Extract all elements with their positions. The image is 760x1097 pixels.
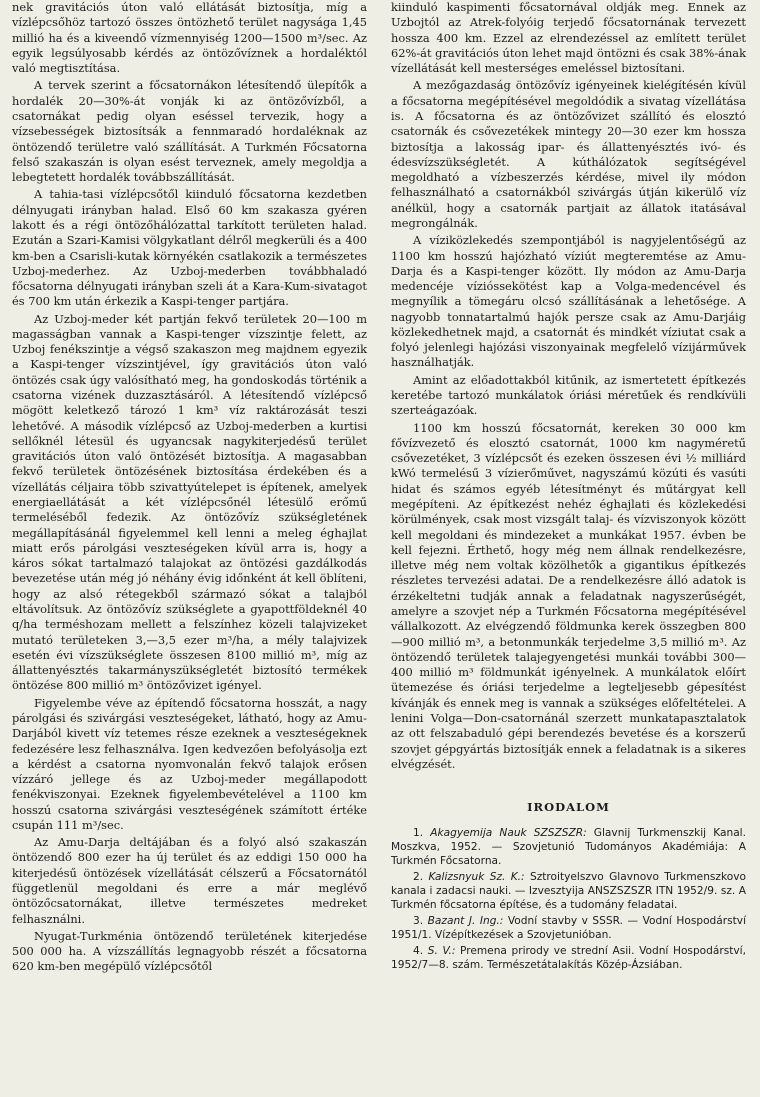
paragraph: Amint az előadottakból kitűnik, az ismertetett építkezés keretébe tartozó munkálatok óriási méretűek és rendkívüli szerteágazóak. [391,372,746,418]
reference-author: S. V.: [427,945,456,958]
reference-text: Premena prirody ve strední Asii. Vodní Hospodárství, 1952/7—8. szám. Természetátalakítás Közép-Ázsiában. [391,945,746,972]
left-column [12,0,367,1097]
reference-number: 3. [413,915,424,928]
reference-item [391,945,746,973]
reference-author: Akagyemija Nauk SZSZSZR: [430,827,587,840]
paragraph: Az Amu-Darja deltájában és a folyó alsó szakaszán öntözendő 800 ezer ha új terület és az eddigi 150 000 ha kiterjedésű öntözések vízellátását célszerű a Főcsatornától függetlenül megoldani és erre a már meglévő öntözőcsatornákat, illetve természetes medreket felhasználni. [12,835,367,926]
paragraph: Nyugat-Turkménia öntözendő területének kiterjedése 500 000 ha. A vízszállítás legnagyobb részét a főcsatorna 620 km-ben megépülő vízlépcsőtől [12,928,367,974]
paragraph: Az Uzboj-meder két partján fekvő területek 20—100 m magasságban vannak a Kaspi-tenger vízszintje felett, az Uzboj fenékszintje a végső szakaszon meg majdnem egyezik a Kaspi-tenger vízszintjével, így gravitációs úton való öntözés csak úgy valósítható meg, ha gondoskodás történik a csatorna vizének duzzasztásáról. A létesítendő vízlépcső mögött keletkező tározó 1 km³ víz raktározását teszi lehetővé. A második vízlépcső az Uzboj-mederben a kurtisi sellőknél létesül és ugyancsak nagykiterjedésű terület gravitációs úton való öntözését biztosítja. A magasabban fekvő területek öntözésének biztosítása érdekében és a vízellátás céljaira több szivattyútelepet is építenek, amelyek energiaellátását a két vízlépcsőnél létesülő erőmű termeléséből fedezik. Az öntözővíz szükségletének megállapításánál figyelemmel kell lenni a meleg éghajlat miatt erős párolgási veszteségeken kívül arra is, hogy a káros sókat tartalmazó talajokat az öntözési gazdálkodás bevezetése után még jó néhány évig időnként át kell öblíteni, hogy az alsó rétegekből származó sókat a talajból eltávolítsuk. Az öntözővíz szükséglete a gyapottföldeknél 40 q/ha terméshozam mellett a felszínhez közeli talajvizeket mutató területeken 3,—3,5 ezer m³/ha, a mély talajvizek esetén évi vízszükséglete összesen 8100 millió m³, míg az állattenyésztés takarmányszükségletét biztosító termékek öntözése 800 millió m³ öntözővizet igényel. [12,311,367,693]
reference-number: 4. [413,945,424,958]
paragraph: nek gravitációs úton való ellátását biztosítja, míg a vízlépcsőhöz tartozó összes öntözhető terület nagysága 1,45 millió ha és a kiveendő vízmennyiség 1200—1500 m³/sec. Az egyik legsúlyosabb kérdés az öntözővíznek a hordaléktól való megtisztítása. [12,0,367,76]
reference-author: Bazant J. Ing.: [427,915,504,928]
reference-text: Vodní stavby v SSSR. — Vodní Hospodárství 1951/1. Vízépítkezések a Szovjetunióban. [391,915,747,942]
reference-item [391,827,746,869]
paragraph: A tervek szerint a főcsatornákon létesítendő ülepítők a hordalék 20—30%-át vonják ki az öntözővízből, a csatornákat pedig olyan eséssel tervezik, hogy a vízsebességek biztosítsák a fennmaradó hordaléknak az öntözendő területre való szállítását. A Turkmén Főcsatorna felső szakaszán is olyan esést terveznek, amely megoldja a lebegtetett hordalék továbbszállítását. [12,78,367,185]
reference-author: Kalizsnyuk Sz. K.: [428,871,525,884]
paragraph: A víziközlekedés szempontjából is nagyjelentőségű az 1100 km hosszú hajózható víziút megteremtése az Amu-Darja és a Kaspi-tenger között. Ily módon az Amu-Darja medencéje vízióssekötést kap a Volga-medencével és megnyílik a tömegáru olcsó szállításának a lehetősége. A nagyobb tonnatartalmú hajók persze csak az Amu-Darjáig közlekedhetnek majd, a csatornát és mindkét víziutat csak a folyó jelenlegi hajózási viszonyainak megfelelő vízijárművek használhatják. [391,233,746,370]
paragraph: Figyelembe véve az építendő főcsatorna hosszát, a nagy párolgási és szivárgási veszteségeket, látható, hogy az Amu-Darjából kivett víz tetemes része ezeknek a veszteségeknek fedezésére lesz felhasználva. Igen kedvezően befolyásolja ezt a kérdést a csatorna nyomvonalán fekvő talajok erősen vízzáró jellege és az Uzboj-meder megállapodott fenékviszonyai. Ezeknek figyelembevételével a 1100 km hosszú csatorna szivárgási veszteségének számított értéke csupán 111 m³/sec. [12,695,367,832]
references-heading: IRODALOM [527,800,610,815]
paragraph: A tahia-tasi vízlépcsőtől kiinduló főcsatorna kezdetben délnyugati irányban halad. Első 60 km szakasza gyéren lakott és a régi öntözőhálózattal tarkított területen halad. Ezután a Szari-Kamisi völgykatlant délről megkerüli és a 400 km-ben a Csarisli-kutak környékén csatlakozik a természetes Uzboj-mederhez. Az Uzboj-mederben továbbhaladó főcsatorna délnyugati irányban szeli át a Kara-Kum-sivatagot és 700 km után érkezik a Kaspi-tenger partjára. [12,187,367,309]
reference-text: Sztroityelszvo Glavnovo Turkmenszkovo kanala i zadacsi nauki. — Izvesztyija ANSZSZSZR ITN 1952/9. sz. A Turkmén főcsatorna építése, és a tudomány feladatai. [391,871,746,912]
right-column [391,0,746,1097]
reference-number: 1. [413,827,424,840]
paragraph: kiinduló kaspimenti főcsatornával oldják meg. Ennek az Uzbojtól az Atrek-folyóig terjedő főcsatornának tervezett hossza 400 km. Ezzel az elrendezéssel az említett terület 62%-át gravitációs úton lehet majd öntözni és csak 38%-ának vízellátását kell mesterséges emeléssel biztosítani. [391,0,746,76]
reference-item [391,915,746,943]
reference-item [391,871,746,913]
paragraph: 1100 km hosszú főcsatornát, kereken 30 000 km fővízvezető és elosztó csatornát, 1000 km nagyméretű csővezetéket, 3 vízlépcsőt és ezeken összesen évi ½ milliárd kWó termelésű 3 vízierőművet, nagyszámú közúti és vasúti hidat és számos egyéb létesítményt és műtárgyat kell megépíteni. Az építkezést nehéz éghajlati és közlekedési körülmények, csak most vizsgált talaj- és vízviszonyok között kell megoldani és mindezeket a munkákat 1957. évben be kell fejezni. Érthető, hogy még nem állnak rendelkezésre, illetve még nem voltak közölhetők a gigantikus építkezés részletes tervezési adatai. De a rendelkezésre álló adatok is érzékeltetni tudják annak a feladatnak nagyszerűségét, amelyre a szovjet nép a Turkmén Főcsatorna megépítésével vállalkozott. Az elvégzendő földmunka kerek összegben 800—900 millió m³, a betonmunkák terjedelme 3,5 millió m³. Az öntözendő területek talajegyengetési munkái további 300—400 millió m³ földmunkát igényelnek. A munkálatok előírt ütemezése és óriási terjedelme a legteljesebb gépesítést kívánják és ennek meg is vannak a szükséges előfeltételei. A lenini Volga—Don-csatornánál szerzett munkatapasztalatok az ott felszabaduló gépi berendezés bevetése és a korszerű szovjet gépgyártás biztosítják ennek a feladatnak is a sikeres elvégzését. [391,420,746,771]
reference-number: 2. [413,871,424,884]
reference-text: Glavnij Turkmenszkij Kanal. Moszkva, 1952. — Szovjetunió Tudományos Akadémiája: A Turkmén Főcsatorna. [391,827,746,868]
paragraph: A mezőgazdaság öntözővíz igényeinek kielégítésén kívül a főcsatorna megépítésével megoldódik a sivatag vízellátása is. A főcsatorna és az öntözővizet szállító és elosztó csatornák és csővezetékek mintegy 20—30 ezer km hossza biztosítja a lakosság ipar- és állattenyésztés ivó- és édesvízszükségletét. A kúthálózatok segítségével megoldható a vízbeszerzés kérdése, mivel ily módon felhasználható a csatornákból szivárgás útján kikerülő víz anélkül, hogy a csatornák partjait az állatok itatásával megrongálnák. [391,78,746,230]
